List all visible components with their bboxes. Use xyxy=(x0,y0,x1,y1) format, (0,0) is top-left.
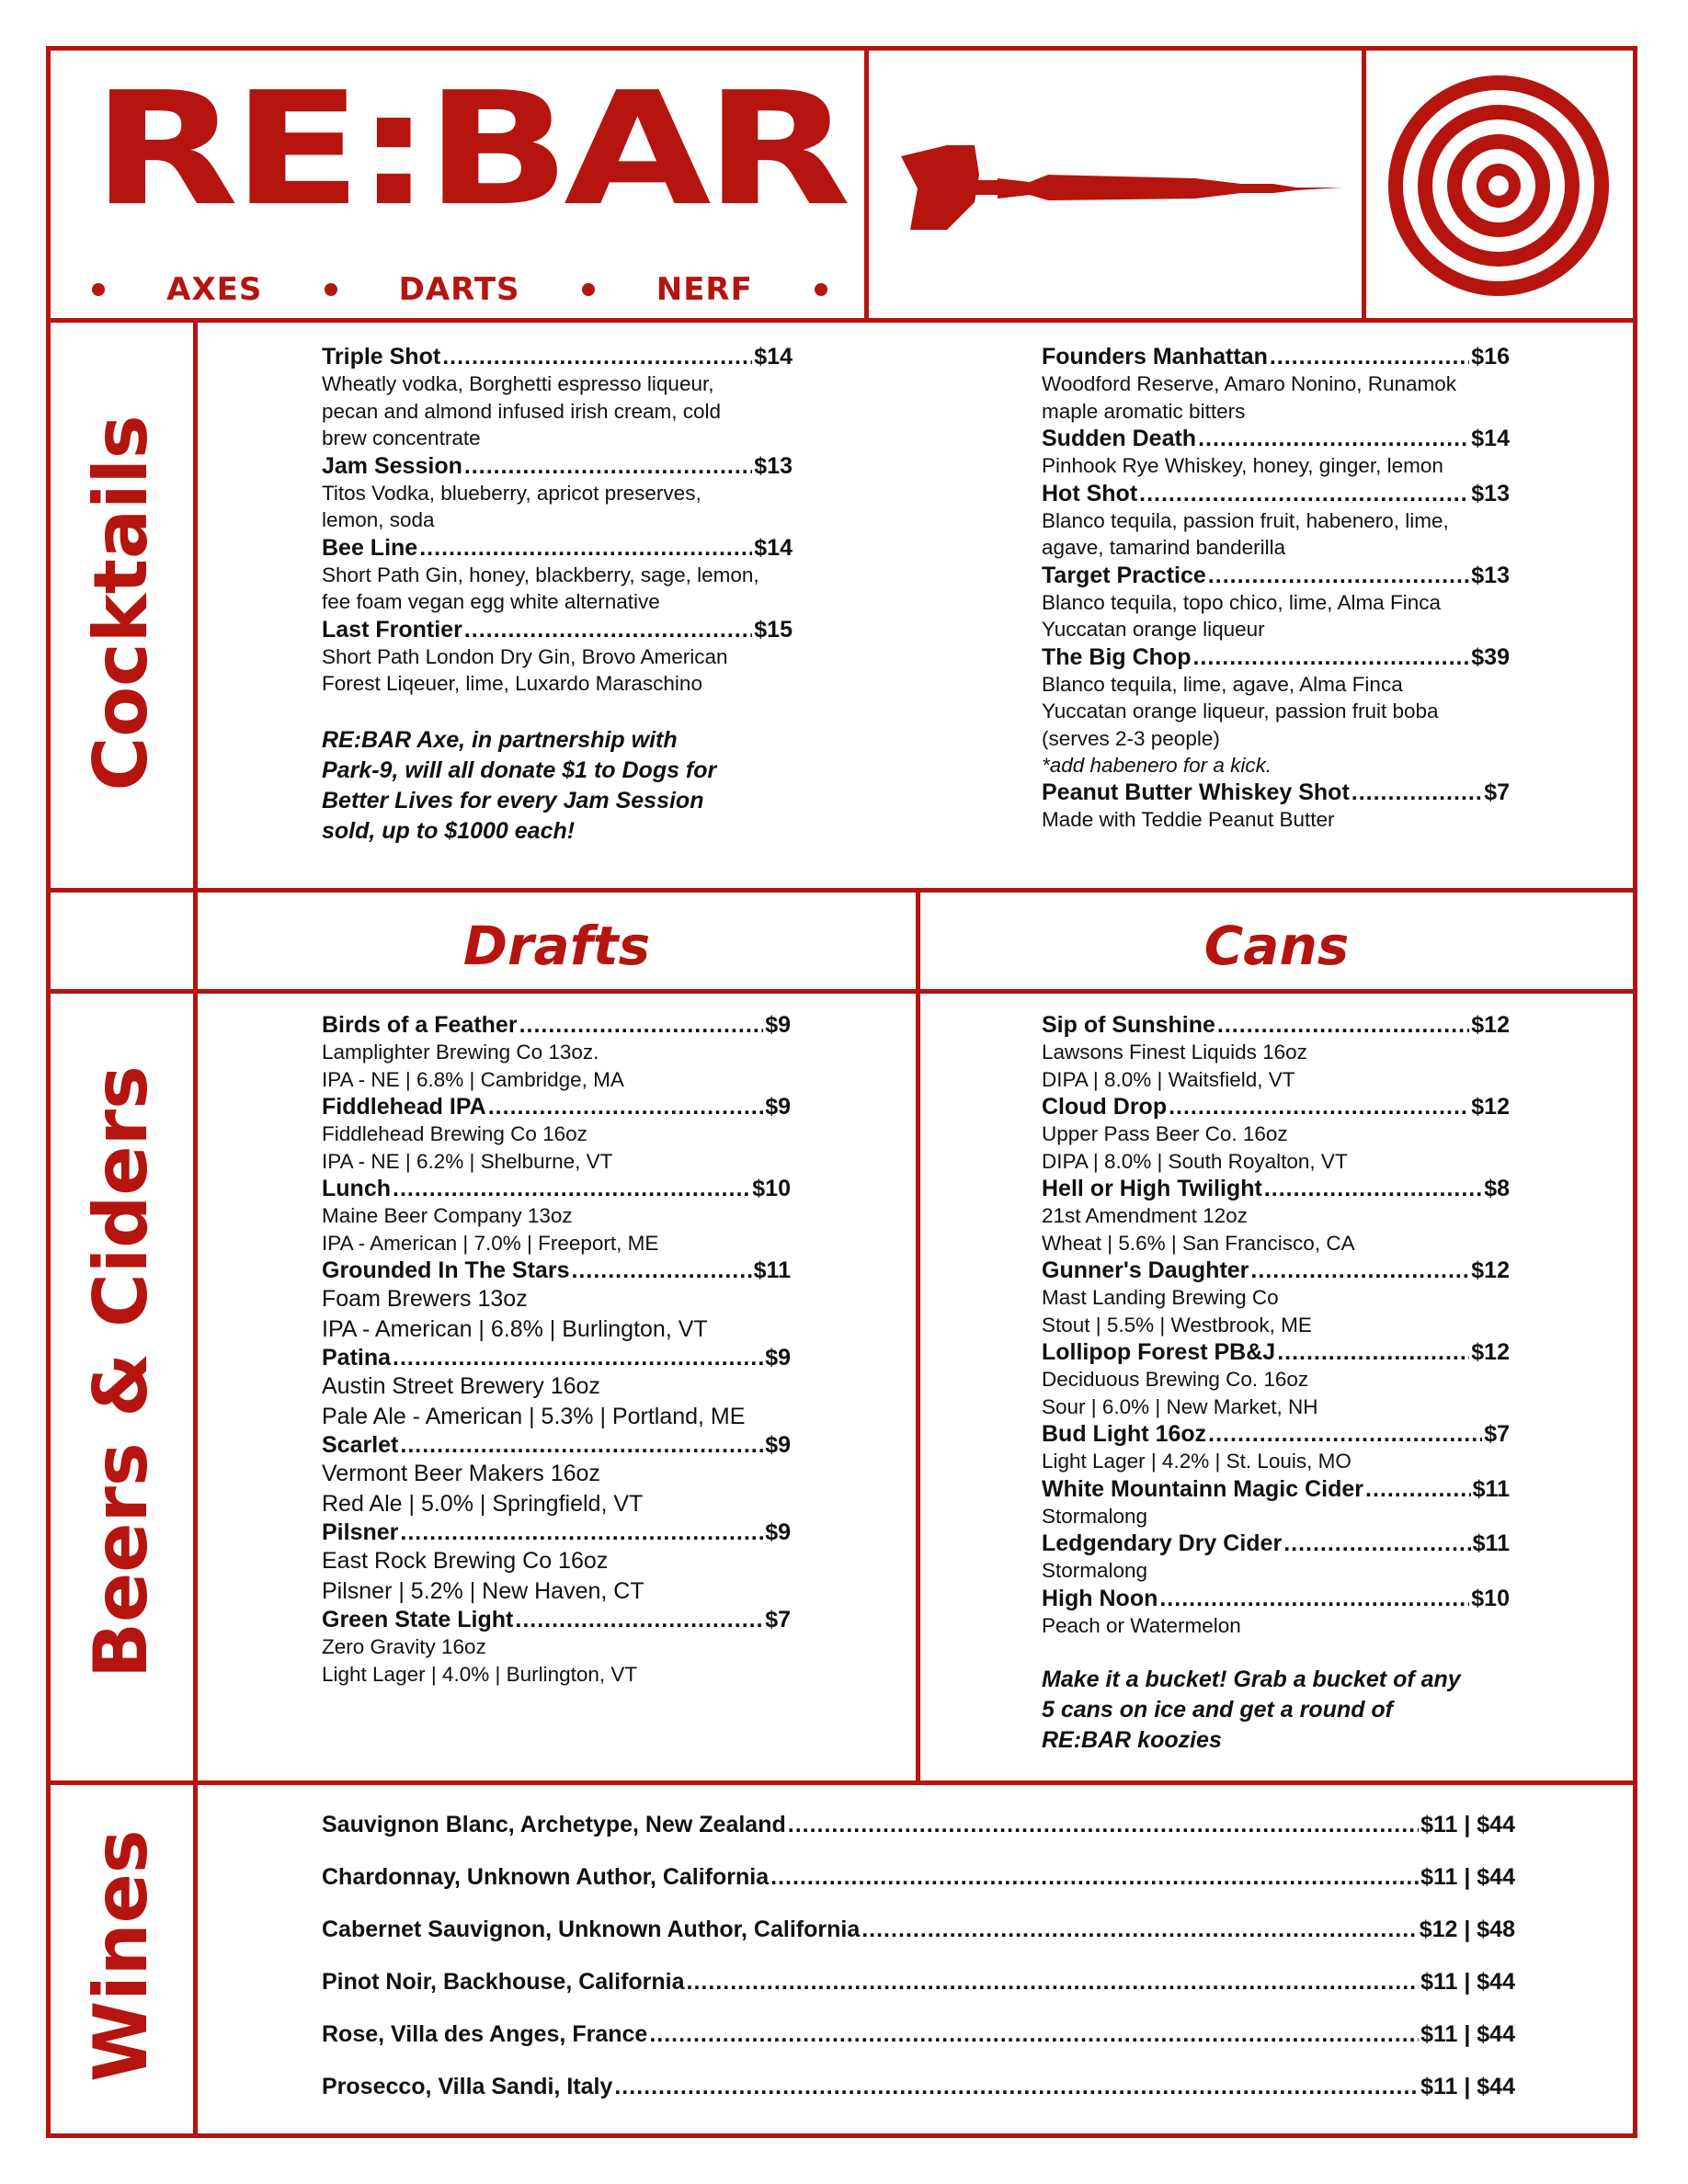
item-price: $11 xyxy=(753,1257,791,1283)
divider xyxy=(193,318,198,2138)
dot-leader xyxy=(464,452,752,480)
wine-row xyxy=(322,1969,1515,1996)
item-name: Fiddlehead IPA xyxy=(322,1094,486,1120)
item-description: Zero Gravity 16oz xyxy=(322,1635,486,1658)
dot-leader xyxy=(571,1257,751,1284)
wine-name: Rose, Villa des Anges, France xyxy=(322,2021,648,2047)
dot-leader xyxy=(1169,1093,1469,1120)
item-price: $13 xyxy=(754,452,793,479)
item-name: Hell or High Twilight xyxy=(1042,1176,1262,1201)
tagline-nerf: NERF xyxy=(656,271,753,308)
item-description: Peach or Watermelon xyxy=(1042,1613,1241,1637)
drafts-column xyxy=(322,1011,791,1688)
dot-leader xyxy=(687,1969,1420,1996)
drafts-heading: Drafts xyxy=(462,915,651,977)
menu-item xyxy=(322,1519,791,1606)
dot-leader xyxy=(1270,343,1469,370)
item-name: Lollipop Forest PB&J xyxy=(1042,1339,1276,1365)
item-description: Fiddlehead Brewing Co 16oz xyxy=(322,1122,587,1145)
item-description: lemon, soda xyxy=(322,508,435,531)
dot-leader xyxy=(1352,779,1482,806)
item-price: $7 xyxy=(765,1607,791,1632)
dot-leader xyxy=(1277,1338,1469,1366)
dot-leader xyxy=(1250,1257,1469,1284)
wine-price: $11 | $44 xyxy=(1420,1812,1515,1837)
menu-item xyxy=(1042,643,1510,779)
item-description: Blanco tequila, passion fruit, habenero, lime, xyxy=(1042,508,1449,532)
item-description: Red Ale | 5.0% | Springfield, VT xyxy=(322,1490,644,1517)
item-name: Sudden Death xyxy=(1042,426,1197,451)
item-name: Peanut Butter Whiskey Shot xyxy=(1042,779,1350,805)
item-description: DIPA | 8.0% | Waitsfield, VT xyxy=(1042,1067,1295,1091)
item-price: $8 xyxy=(1484,1176,1510,1201)
menu-item xyxy=(1042,1093,1510,1175)
item-description: IPA - American | 6.8% | Burlington, VT xyxy=(322,1315,708,1342)
logo xyxy=(92,59,845,308)
dot-leader xyxy=(400,1519,763,1546)
menu-item xyxy=(1042,1011,1510,1093)
divider xyxy=(46,888,1637,893)
item-description: IPA - American | 7.0% | Freeport, ME xyxy=(322,1231,659,1255)
menu-item xyxy=(1042,1530,1510,1585)
cans-column xyxy=(1042,1011,1510,1756)
note-line: Better Lives for every Jam Session xyxy=(322,787,704,813)
item-name: Target Practice xyxy=(1042,562,1206,588)
dot-leader xyxy=(400,1431,763,1459)
wine-name: Chardonnay, Unknown Author, California xyxy=(322,1864,770,1890)
menu-item xyxy=(322,1344,791,1431)
item-description: Foam Brewers 13oz xyxy=(322,1286,528,1312)
item-description: Wheatly vodka, Borghetti espresso liqueur, xyxy=(322,372,714,395)
item-name: Sip of Sunshine xyxy=(1042,1012,1215,1038)
item-name: Lunch xyxy=(322,1176,391,1201)
dot-leader xyxy=(770,1864,1419,1891)
item-price: $10 xyxy=(752,1176,791,1201)
dot-leader xyxy=(1217,1011,1469,1039)
item-name: Bee Line xyxy=(322,534,418,561)
menu-item xyxy=(322,1093,791,1175)
item-price: $9 xyxy=(765,1519,791,1545)
item-price: $14 xyxy=(754,344,793,370)
dot-leader xyxy=(419,534,752,562)
dot-leader xyxy=(614,2074,1419,2100)
item-description: Light Lager | 4.2% | St. Louis, MO xyxy=(1042,1450,1352,1473)
menu-item xyxy=(322,452,793,534)
item-description: Austin Street Brewery 16oz xyxy=(322,1373,600,1399)
item-description: Yuccatan orange liqueur xyxy=(1042,618,1265,641)
dot-leader xyxy=(519,1011,764,1039)
wine-name: Sauvignon Blanc, Archetype, New Zealand xyxy=(322,1812,786,1837)
item-description: Light Lager | 4.0% | Burlington, VT xyxy=(322,1662,638,1686)
item-description: Sour | 6.0% | New Market, NH xyxy=(1042,1394,1318,1418)
item-price: $10 xyxy=(1471,1585,1510,1611)
item-description: DIPA | 8.0% | South Royalton, VT xyxy=(1042,1149,1348,1173)
item-name: Pilsner xyxy=(322,1519,399,1545)
item-description: Lamplighter Brewing Co 13oz. xyxy=(322,1041,599,1064)
wine-row xyxy=(322,1917,1515,1943)
wine-row xyxy=(322,2074,1515,2100)
menu-item xyxy=(1042,1175,1510,1257)
item-name: White Mountainn Magic Cider xyxy=(1042,1475,1363,1502)
item-name: Last Frontier xyxy=(322,616,462,643)
dot-leader xyxy=(442,343,752,370)
bucket-note xyxy=(1042,1665,1510,1756)
item-description: Stormalong xyxy=(1042,1559,1148,1582)
item-description: maple aromatic bitters xyxy=(1042,399,1246,423)
divider xyxy=(1362,46,1366,321)
note-line: Make it a bucket! Grab a bucket of any xyxy=(1042,1666,1461,1692)
item-name: Patina xyxy=(322,1345,392,1371)
item-description: Woodford Reserve, Amaro Nonino, Runamok xyxy=(1042,372,1457,395)
item-price: $9 xyxy=(765,1094,791,1120)
dot-leader xyxy=(1159,1585,1469,1612)
item-price: $9 xyxy=(765,1345,791,1371)
item-price: $14 xyxy=(1471,426,1510,451)
dot-leader xyxy=(515,1606,763,1633)
menu-item xyxy=(1042,1475,1510,1530)
item-description: Deciduous Brewing Co. 16oz xyxy=(1042,1368,1309,1391)
item-price: $39 xyxy=(1471,643,1510,670)
divider xyxy=(916,888,920,1785)
tagline xyxy=(92,267,827,313)
item-description: Maine Beer Company 13oz xyxy=(322,1204,573,1227)
tagline-darts: DARTS xyxy=(398,271,520,308)
item-name: Grounded In The Stars xyxy=(322,1257,570,1283)
menu-item xyxy=(1042,343,1510,425)
dot-leader xyxy=(488,1093,763,1120)
item-description: pecan and almond infused irish cream, cold xyxy=(322,399,721,423)
item-name: Founders Manhattan xyxy=(1042,344,1268,370)
item-name: Bud Light 16oz xyxy=(1042,1421,1207,1447)
item-description: Titos Vodka, blueberry, apricot preserves, xyxy=(322,481,701,505)
item-description: Upper Pass Beer Co. 16oz xyxy=(1042,1122,1288,1145)
dot-leader xyxy=(393,1344,763,1371)
divider xyxy=(46,1780,1637,1785)
menu-item xyxy=(322,1606,791,1688)
cans-heading: Cans xyxy=(1203,915,1350,977)
partnership-note xyxy=(322,725,793,847)
item-price: $12 xyxy=(1471,1257,1510,1283)
item-price: $9 xyxy=(765,1432,791,1458)
item-name: Triple Shot xyxy=(322,344,441,370)
dot-leader xyxy=(649,2021,1419,2048)
item-description: Short Path Gin, honey, blackberry, sage, lemon, xyxy=(322,563,759,586)
dot-leader xyxy=(1139,480,1469,507)
item-price: $9 xyxy=(765,1012,791,1038)
divider xyxy=(864,46,869,321)
wine-price: $11 | $44 xyxy=(1420,1969,1515,1995)
item-description: Blanco tequila, lime, agave, Alma Finca xyxy=(1042,672,1403,696)
wine-row xyxy=(322,1864,1515,1891)
divider xyxy=(46,989,1637,994)
item-name: Ledgendary Dry Cider xyxy=(1042,1530,1283,1556)
dot-leader xyxy=(788,1812,1419,1838)
item-description: Wheat | 5.6% | San Francisco, CA xyxy=(1042,1231,1355,1255)
dot-leader xyxy=(1208,1420,1482,1448)
menu-item xyxy=(322,1431,791,1519)
bullet-icon xyxy=(815,283,827,296)
item-price: $11 xyxy=(1472,1530,1510,1556)
note-line: sold, up to $1000 each! xyxy=(322,817,576,844)
dot-leader xyxy=(464,616,752,643)
menu-item xyxy=(1042,1338,1510,1420)
menu-item xyxy=(1042,562,1510,643)
item-price: $11 xyxy=(1472,1475,1510,1502)
dot-leader xyxy=(1264,1175,1482,1202)
note-line: RE:BAR Axe, in partnership with xyxy=(322,726,678,753)
beers-ciders-label: Beers & Ciders xyxy=(78,1065,164,1678)
item-description: agave, tamarind banderilla xyxy=(1042,536,1286,559)
item-name: Jam Session xyxy=(322,452,462,479)
wine-name: Pinot Noir, Backhouse, California xyxy=(322,1969,685,1995)
item-description: brew concentrate xyxy=(322,427,481,449)
item-price: $13 xyxy=(1471,562,1510,588)
divider xyxy=(46,318,1637,323)
item-description: IPA - NE | 6.2% | Shelburne, VT xyxy=(322,1149,613,1173)
tagline-axes: AXES xyxy=(166,271,263,308)
dot-leader xyxy=(1283,1530,1470,1557)
menu-item xyxy=(1042,480,1510,562)
wine-price: $11 | $44 xyxy=(1420,2021,1515,2047)
item-name: Cloud Drop xyxy=(1042,1094,1168,1120)
item-name: The Big Chop xyxy=(1042,643,1192,670)
dart-icon xyxy=(892,138,1342,239)
item-name: Gunner's Daughter xyxy=(1042,1257,1249,1283)
item-description: 21st Amendment 12oz xyxy=(1042,1204,1248,1227)
item-description: Forest Liqeuer, lime, Luxardo Maraschino xyxy=(322,672,702,695)
menu-item xyxy=(1042,1585,1510,1640)
item-description: Pale Ale - American | 5.3% | Portland, ME xyxy=(322,1403,746,1429)
wine-name: Prosecco, Villa Sandi, Italy xyxy=(322,2074,613,2099)
item-name: Scarlet xyxy=(322,1432,399,1458)
item-price: $7 xyxy=(1484,1421,1510,1447)
item-name: Hot Shot xyxy=(1042,480,1138,506)
cocktails-label: Cocktails xyxy=(78,415,164,791)
item-description: Lawsons Finest Liquids 16oz xyxy=(1042,1041,1307,1064)
item-description: Short Path London Dry Gin, Brovo American xyxy=(322,644,728,668)
bullet-icon xyxy=(92,283,105,296)
menu-item xyxy=(322,534,793,616)
dot-leader xyxy=(1208,562,1469,589)
item-price: $12 xyxy=(1471,1339,1510,1365)
menu-item xyxy=(322,343,793,452)
menu-item xyxy=(322,1175,791,1257)
menu-item xyxy=(322,1257,791,1344)
wine-price: $12 | $48 xyxy=(1419,1917,1515,1942)
menu-item xyxy=(1042,425,1510,480)
menu-item xyxy=(1042,1420,1510,1475)
item-description: Mast Landing Brewing Co xyxy=(1042,1286,1279,1309)
dot-leader xyxy=(1365,1475,1471,1503)
item-name: Birds of a Feather xyxy=(322,1012,518,1038)
wine-row xyxy=(322,1812,1515,1838)
item-description: Blanco tequila, topo chico, lime, Alma Finca xyxy=(1042,590,1441,614)
item-description: IPA - NE | 6.8% | Cambridge, MA xyxy=(322,1067,624,1091)
bullet-icon xyxy=(325,283,337,296)
menu-item xyxy=(1042,779,1510,834)
bullet-icon xyxy=(582,283,595,296)
item-description: Pilsner | 5.2% | New Haven, CT xyxy=(322,1577,644,1604)
item-price: $13 xyxy=(1471,480,1510,506)
item-description: Stout | 5.5% | Westbrook, ME xyxy=(1042,1313,1312,1337)
item-description: Yuccatan orange liqueur, passion fruit boba xyxy=(1042,700,1439,722)
item-description: East Rock Brewing Co 16oz xyxy=(322,1548,609,1574)
item-description: Vermont Beer Makers 16oz xyxy=(322,1461,600,1486)
dot-leader xyxy=(1192,643,1469,671)
item-description: (serves 2-3 people) xyxy=(1042,726,1220,750)
item-name: High Noon xyxy=(1042,1585,1158,1611)
dot-leader xyxy=(393,1175,750,1202)
wine-row xyxy=(322,2021,1515,2048)
dot-leader xyxy=(861,1917,1417,1943)
item-price: $14 xyxy=(754,534,793,561)
item-price: $15 xyxy=(754,616,793,643)
menu-item xyxy=(322,1011,791,1093)
item-description: fee foam vegan egg white alternative xyxy=(322,590,660,613)
dot-leader xyxy=(1198,425,1469,452)
menu-item xyxy=(1042,1257,1510,1338)
logo-wordmark: RE:BAR xyxy=(92,59,845,241)
note-line: 5 cans on ice and get a round of xyxy=(1042,1697,1394,1723)
item-price: $12 xyxy=(1471,1094,1510,1120)
wine-price: $11 | $44 xyxy=(1420,2074,1515,2099)
cocktails-right-column xyxy=(1042,343,1510,834)
menu-item xyxy=(322,616,793,698)
item-description: Made with Teddie Peanut Butter xyxy=(1042,808,1335,831)
target-icon xyxy=(1386,74,1611,298)
note-line: Park-9, will all donate $1 to Dogs for xyxy=(322,756,717,783)
item-name: Green State Light xyxy=(322,1607,514,1632)
wine-name: Cabernet Sauvignon, Unknown Author, California xyxy=(322,1917,861,1942)
item-price: $12 xyxy=(1471,1012,1510,1038)
item-description: Stormalong xyxy=(1042,1504,1148,1528)
item-description: Pinhook Rye Whiskey, honey, ginger, lemon xyxy=(1042,454,1443,477)
cocktails-left-column xyxy=(322,343,793,847)
wine-price: $11 | $44 xyxy=(1420,1864,1515,1890)
wines-label: Wines xyxy=(78,1829,164,2082)
item-price: $16 xyxy=(1471,344,1510,370)
item-note: *add habenero for a kick. xyxy=(1042,754,1272,777)
item-price: $7 xyxy=(1484,779,1510,805)
note-line: RE:BAR koozies xyxy=(1042,1727,1222,1753)
